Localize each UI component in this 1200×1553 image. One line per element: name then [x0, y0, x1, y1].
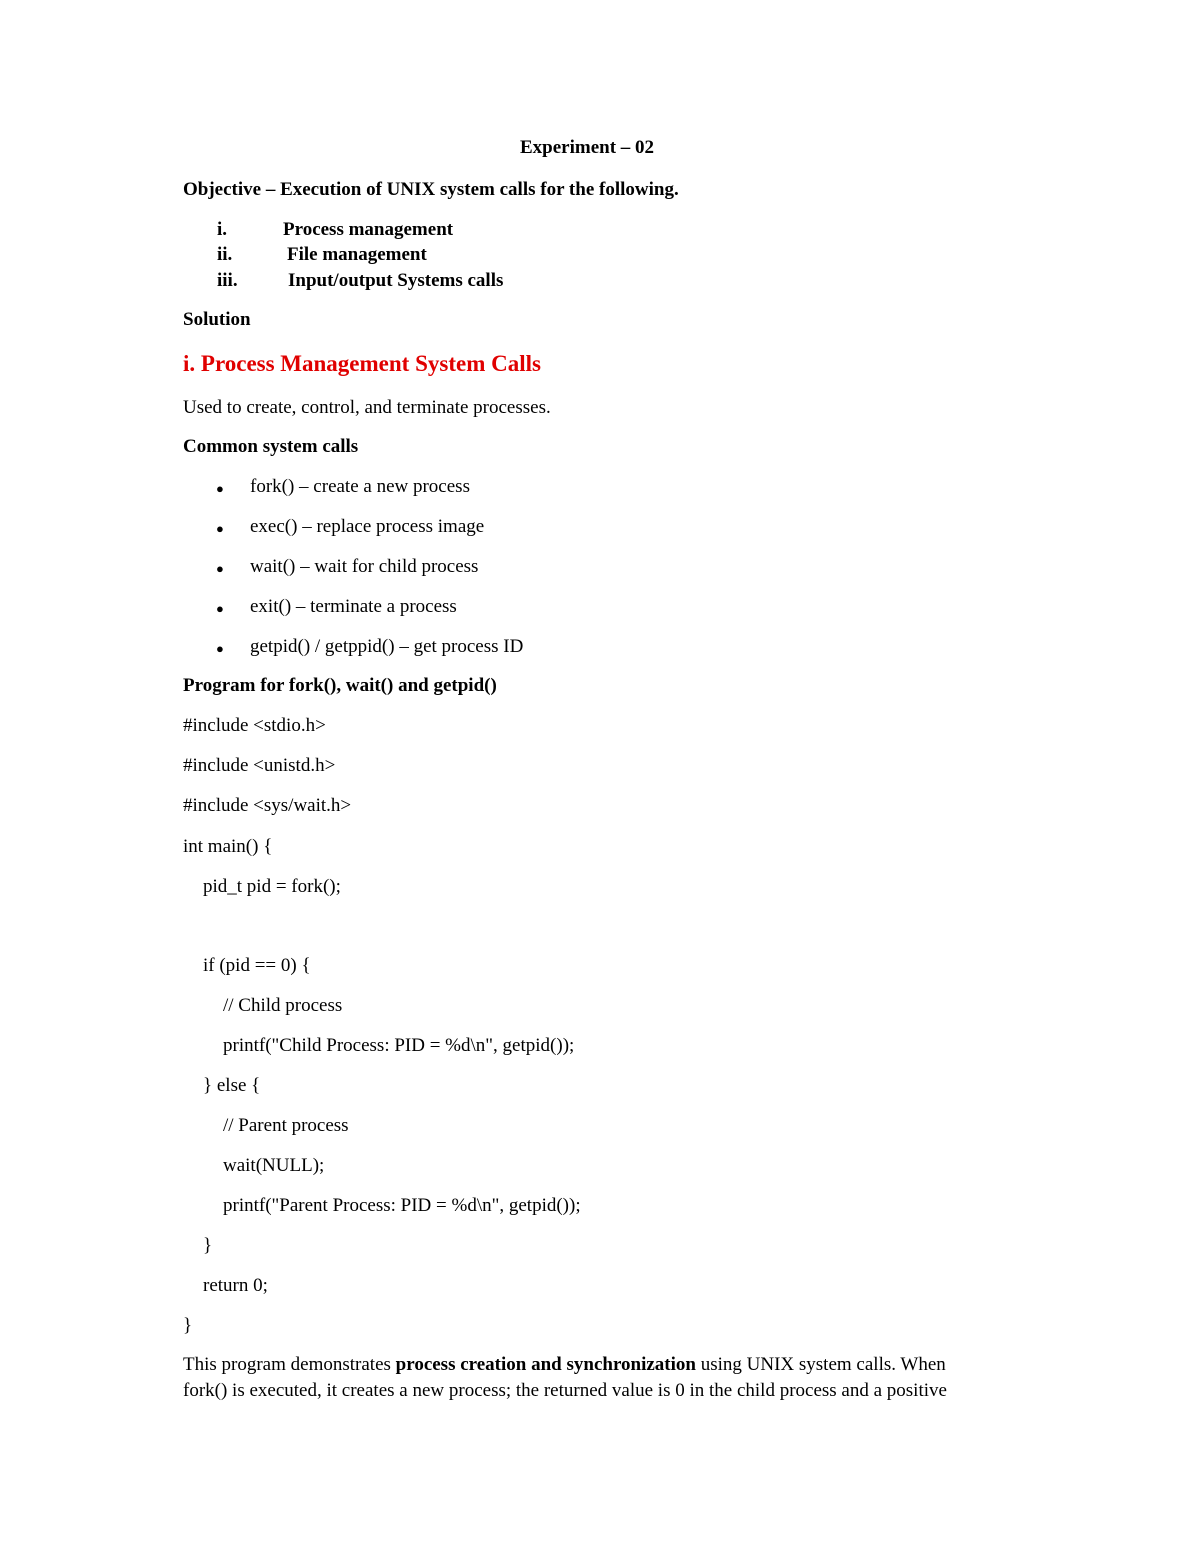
objective-item-label: Input/output Systems calls [288, 270, 504, 291]
code-line: return 0; [203, 1275, 268, 1296]
objective-item-label: File management [287, 244, 427, 265]
section-heading: i. Process Management System Calls [183, 351, 541, 376]
code-line: wait(NULL); [223, 1155, 325, 1176]
list-item: fork() – create a new process [250, 476, 470, 497]
code-line: int main() { [183, 836, 273, 857]
page-title: Experiment – 02 [520, 137, 655, 158]
solution-label: Solution [183, 309, 251, 330]
code-line: #include <stdio.h> [183, 715, 326, 736]
objective-item-number: iii. [217, 270, 238, 291]
bullet-marker: ● [216, 601, 224, 616]
bullet-marker: ● [216, 561, 224, 576]
list-item: exit() – terminate a process [250, 596, 457, 617]
common-calls-label: Common system calls [183, 436, 359, 457]
code-line: // Parent process [223, 1115, 349, 1136]
bullet-marker: ● [216, 521, 224, 536]
objective-item-number: i. [217, 219, 228, 240]
code-line: if (pid == 0) { [203, 955, 311, 976]
objective-item-label: Process management [283, 219, 454, 240]
code-line: } else { [203, 1075, 261, 1096]
explanation-bold: process creation and synchronization [395, 1354, 696, 1375]
code-line: pid_t pid = fork(); [203, 876, 341, 897]
bullet-marker: ● [216, 481, 224, 496]
code-line: } [203, 1235, 213, 1256]
objective-item-number: ii. [217, 244, 233, 265]
code-line: printf("Parent Process: PID = %d\n", getpid()); [223, 1195, 581, 1216]
list-item: exec() – replace process image [250, 516, 485, 537]
explanation-prefix: This program demonstrates [183, 1354, 396, 1375]
explanation-suffix: using UNIX system calls. When [695, 1354, 946, 1375]
code-line: // Child process [223, 995, 343, 1016]
objective-line: Objective – Execution of UNIX system calls for the following. [183, 179, 679, 200]
explanation-line-2: fork() is executed, it creates a new process; the returned value is 0 in the child process and a positive [183, 1380, 947, 1401]
section-intro: Used to create, control, and terminate processes. [183, 397, 551, 418]
program-heading: Program for fork(), wait() and getpid() [183, 675, 497, 696]
list-item: getpid() / getppid() – get process ID [250, 636, 524, 657]
code-line: } [183, 1315, 193, 1336]
explanation-line [183, 1355, 946, 1374]
code-line: #include <unistd.h> [183, 755, 336, 776]
list-item: wait() – wait for child process [250, 556, 479, 577]
bullet-marker: ● [216, 641, 224, 656]
code-line: printf("Child Process: PID = %d\n", getpid()); [223, 1035, 575, 1056]
code-line: #include <sys/wait.h> [183, 795, 352, 816]
